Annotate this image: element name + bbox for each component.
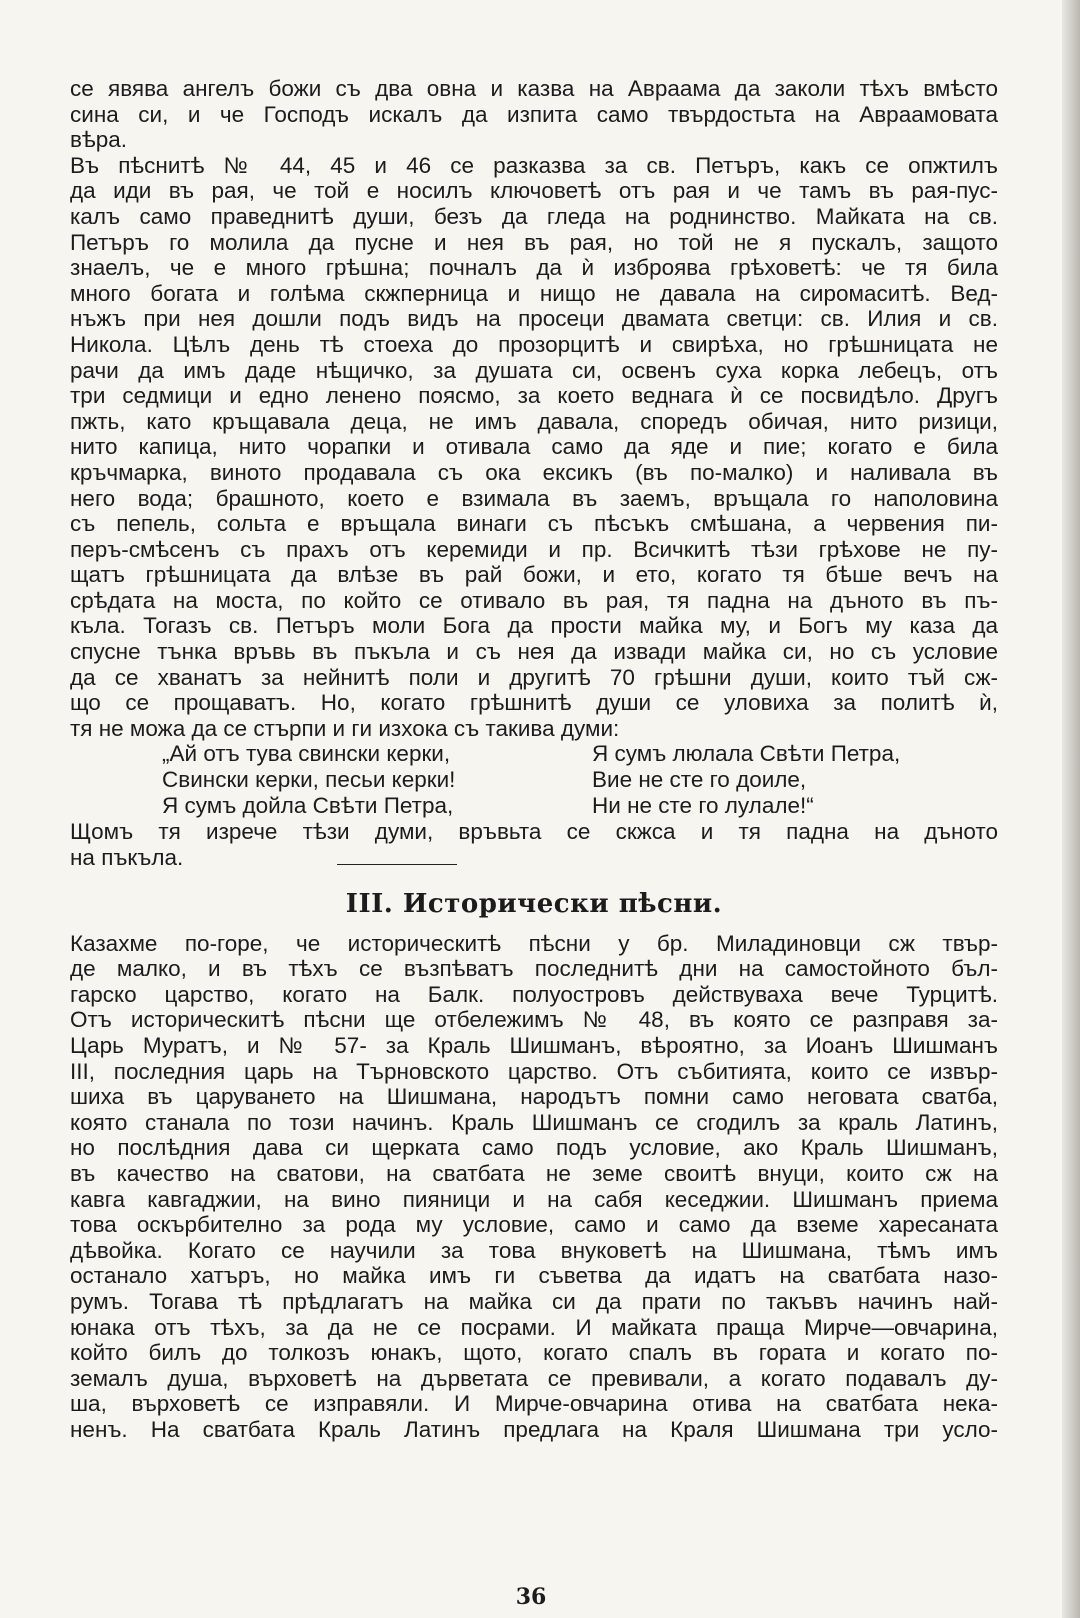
text-line: него вода; брашното, което е взимала въ заемъ, връщала го наполовина xyxy=(70,485,998,511)
text-line: на пъкъла. xyxy=(70,845,184,871)
text-line: ша, върховетѣ се изправяли. И Мирче-овчарина отива на сватбата нека- xyxy=(70,1391,998,1417)
text-line: Царь Муратъ, и № 57- за Краль Шишманъ, вѣроятно, за Иоанъ Шишманъ xyxy=(70,1033,998,1058)
section-divider xyxy=(337,864,457,865)
verse-line: Я сумъ люлала Свѣти Петра, xyxy=(592,741,901,767)
text-line: въ качество на сватови, на сватбата не земе своитѣ внуци, които сж на xyxy=(70,1160,998,1186)
text-line: да се хванатъ за нейнитѣ поли и другитѣ 70 грѣшни души, които тъй сж- xyxy=(70,664,998,690)
text-line: Никола. Цѣлъ день тѣ стоеха до прозорцитѣ и свирѣха, но грѣшницата не xyxy=(70,331,998,357)
text-line: много богата и голѣма скжперница и нищо не давала на сиромаситѣ. Вед- xyxy=(70,280,998,306)
text-line: румъ. Тогава тѣ прѣдлагатъ на майка си да прати по такъвъ начинъ най- xyxy=(70,1288,998,1314)
text-line: но послѣдния дава си щерката само подъ условие, ако Краль Шишманъ, xyxy=(70,1135,998,1161)
text-line: що се прощаватъ. Но, когато грѣшнитѣ души се уловиха за политѣ ѝ, xyxy=(70,690,998,716)
text-line: сина си, и че Господъ искалъ да изпита само твърдостьта на Авраамовата xyxy=(70,101,998,127)
text-line: останало хатъръ, но майка имъ ги съветва да идатъ на сватбата назо- xyxy=(70,1263,998,1289)
text-line: III, последния царь на Търновското царство. Отъ събитията, които се извър- xyxy=(70,1058,998,1084)
paragraph-rope-breaks xyxy=(70,819,998,845)
page-body xyxy=(70,76,998,1443)
text-line: се явява ангелъ божи съ два овна и казва на Авраама да заколи тѣхъ вмѣсто xyxy=(70,76,998,101)
text-line: ненъ. На сватбата Краль Латинъ предлага на Краля Шишмана три усло- xyxy=(70,1416,998,1442)
text-line: Казахме по-горе, че историческитѣ пѣсни у бр. Миладиновци сж твър- xyxy=(70,930,998,956)
text-line: пжть, като кръщавала деца, не имъ давала, споредъ обичая, нито ризици, xyxy=(70,408,998,434)
text-line: съ пепель, сольта е връщала винаги съ пѣсъкъ смѣшана, а червения пи- xyxy=(70,511,998,537)
text-line: земалъ душа, върховетѣ на дърветата се превивали, а когато подавалъ ду- xyxy=(70,1365,998,1391)
text-line: щатъ грѣшницата да влѣзе въ рай божи, и ето, когато тя бѣше вечъ на xyxy=(70,562,998,588)
text-line: кръчмарка, виното продавала съ ока ексикъ (въ по-малко) и наливала въ xyxy=(70,459,998,485)
paragraph-end-row xyxy=(70,845,998,871)
page-number: 36 xyxy=(515,1584,547,1610)
verse-line: Свински керки, песьи керки! xyxy=(162,767,456,793)
text-line: рачи да имъ даде нѣщичко, за душата си, освенъ суха корка лебецъ, отъ xyxy=(70,357,998,383)
text-line: Отъ историческитѣ пѣсни ще отбележимъ № 48, въ която се разправя за- xyxy=(70,1007,998,1033)
text-line: това оскърбително за рода му условие, само и само да вземе харесаната xyxy=(70,1212,998,1238)
text-line: Петъръ го молила да пусне и нея въ рая, но той не я пускалъ, защото xyxy=(70,229,998,255)
text-line: нито капица, нито чорапки и отивала само да яде и пие; когато е била xyxy=(70,434,998,460)
text-line: перъ-смѣсенъ съ прахъ отъ керемиди и пр. Всичкитѣ тѣзи грѣхове не пу- xyxy=(70,536,998,562)
paragraph-historical-songs xyxy=(70,931,998,1443)
text-line: който билъ до толкозъ юнакъ, щото, когато спалъ въ гората и когато по- xyxy=(70,1340,998,1366)
text-line: спусне тънка връвь въ пъкъла и съ нея да извади майка си, но съ условие xyxy=(70,639,998,665)
verse-line: „Ай отъ тува свински керки, xyxy=(162,741,451,767)
text-line: калъ само праведнитѣ души, безъ да гледа на роднинство. Майката на св. xyxy=(70,203,998,229)
verse-block xyxy=(162,741,998,819)
text-line: знаелъ, че е много грѣшна; почналъ да ѝ изброява грѣховетѣ: че тя била xyxy=(70,255,998,281)
text-line: кавга кавгаджии, на вино пияници и на сабя кеседжии. Шишманъ приема xyxy=(70,1186,998,1212)
text-line: Щомъ тя изрече тѣзи думи, връвьта се скжса и тя падна на дъното xyxy=(70,819,998,845)
text-line: гарско царство, когато на Балк. полуостровъ действуваха вече Турцитѣ. xyxy=(70,981,998,1007)
paragraph-saint-peter xyxy=(70,153,998,742)
text-line: дѣвойка. Когато се научили за това внуковетѣ на Шишмана, тѣмъ имъ xyxy=(70,1237,998,1263)
text-line: срѣдата на моста, по който се отивало въ рая, тя падна на дъното въ пъ- xyxy=(70,587,998,613)
text-line: нъжъ при нея дошли подъ видъ на просеци двамата светци: св. Илия и св. xyxy=(70,306,998,332)
section-heading: III. Исторически пѣсни. xyxy=(345,888,723,919)
page-edge-shadow xyxy=(1062,0,1080,1618)
verse-line: Ни не сте го лулале!“ xyxy=(592,793,814,819)
verse-line: Вие не сте го доиле, xyxy=(592,767,807,793)
paragraph-abraham xyxy=(70,76,998,153)
text-line: да иди въ рая, че той е носилъ ключоветѣ отъ рая и че тамъ въ рая-пус- xyxy=(70,178,998,204)
text-line: Въ пѣснитѣ № 44, 45 и 46 се разказва за св. Петъръ, какъ се опжтилъ xyxy=(70,152,998,178)
text-line: три седмици и едно ленено поясмо, за което веднага ѝ се посвидѣло. Другъ xyxy=(70,383,998,409)
text-line: вѣра. xyxy=(70,127,128,153)
text-line: която станала по този начинъ. Краль Шишманъ се сгодилъ за краль Латинъ, xyxy=(70,1109,998,1135)
verse-line: Я сумъ дойла Свѣти Петра, xyxy=(162,793,454,819)
text-line: къла. Тогазъ св. Петъръ моли Бога да прости майка му, и Богъ му каза да xyxy=(70,613,998,639)
text-line: тя не можа да се стърпи и ги изхока съ такива думи: xyxy=(70,715,620,741)
text-line: де малко, и въ тѣхъ се възпѣватъ последнитѣ дни на самостойното бъл- xyxy=(70,956,998,982)
text-line: шиха въ царуването на Шишмана, народътъ помни само неговата сватба, xyxy=(70,1084,998,1110)
text-line: юнака отъ тѣхъ, за да не се посрами. И майката праща Мирче—овчарина, xyxy=(70,1314,998,1340)
